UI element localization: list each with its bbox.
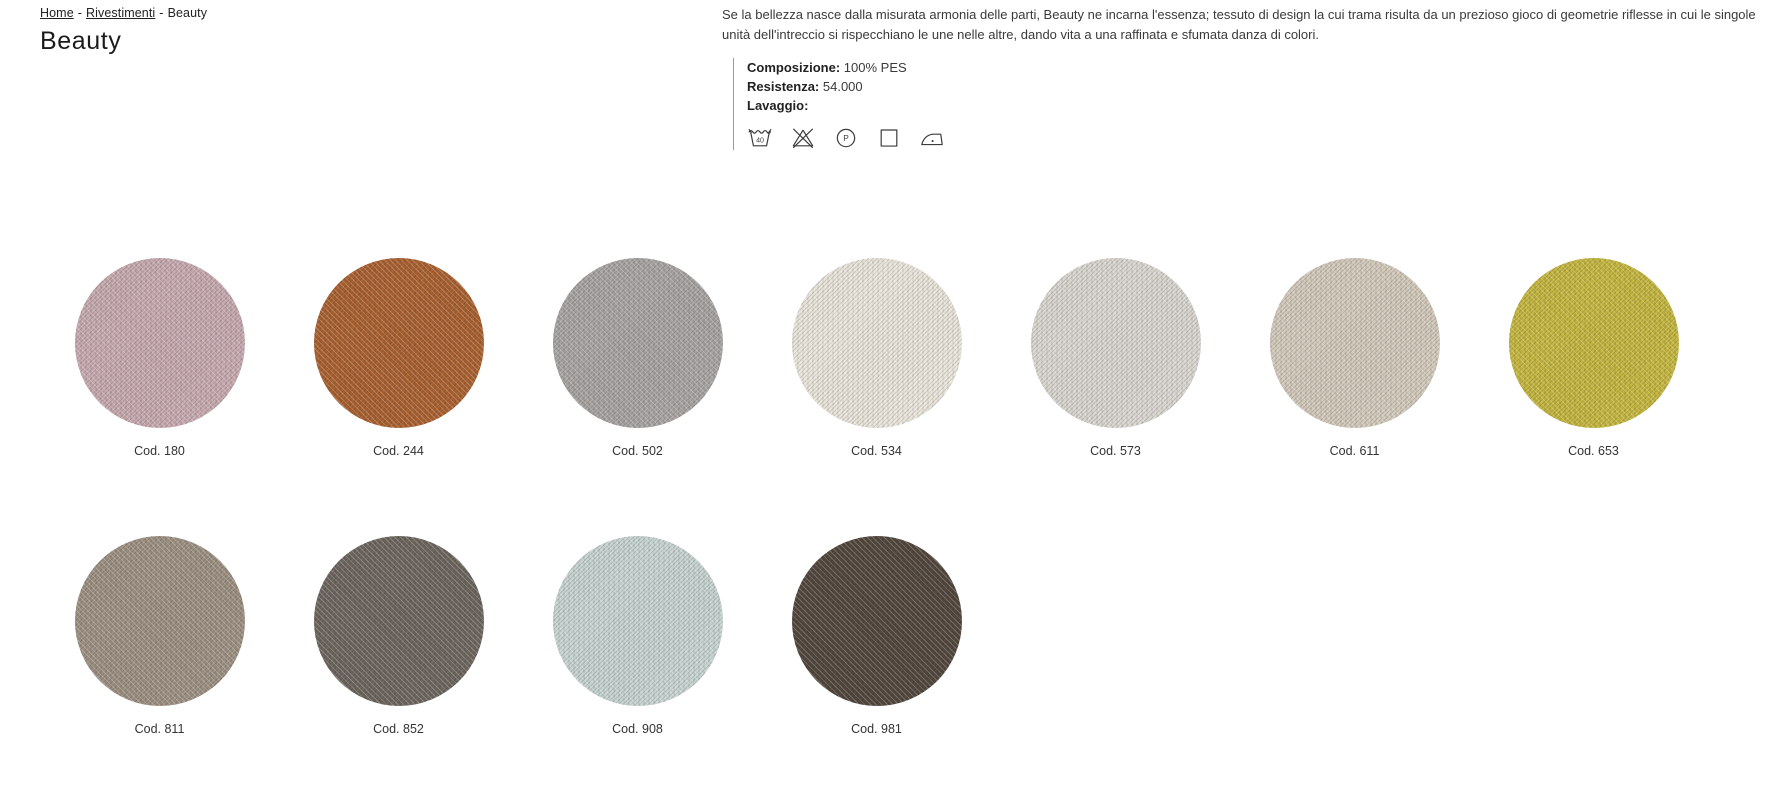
swatch-code-label: Cod. 573 xyxy=(1090,444,1141,458)
composition-label: Composizione: xyxy=(747,60,841,76)
swatch-code-label: Cod. 852 xyxy=(373,722,424,736)
dry-clean-p-icon xyxy=(833,125,859,150)
swatch-code-label: Cod. 611 xyxy=(1329,444,1380,458)
breadcrumb-separator: - xyxy=(77,6,83,20)
washing-label: Lavaggio: xyxy=(747,98,809,114)
product-description: Se la bellezza nasce dalla misurata armonia delle parti, Beauty ne incarna l'essenza; tessuto di design la cui trama risulta da un prezioso gioco di geometrie riflesse in cui le singole unità dell'intreccio si rispecchiano le une nelle altre, dando vita a una raffinata e sfumata danza di colori. xyxy=(722,7,1756,43)
swatch-item xyxy=(996,258,1235,458)
swatch-code-label: Cod. 502 xyxy=(612,444,663,458)
fabric-swatch-image xyxy=(75,258,245,428)
swatch-code-label: Cod. 811 xyxy=(134,722,185,736)
breadcrumb xyxy=(40,6,207,20)
fabric-swatch-image xyxy=(553,258,723,428)
svg-text:P: P xyxy=(843,133,849,144)
specs-panel xyxy=(733,58,1767,150)
do-not-bleach-icon xyxy=(790,125,816,150)
resistance-label: Resistenza: xyxy=(747,79,820,95)
swatch-code-label: Cod. 981 xyxy=(851,722,902,736)
swatch-item xyxy=(279,258,518,458)
swatch-code-label: Cod. 244 xyxy=(373,444,424,458)
fabric-swatch-image xyxy=(1270,258,1440,428)
swatch-item xyxy=(518,258,757,458)
drying-square-icon xyxy=(876,125,902,150)
care-icons-row xyxy=(747,125,1767,150)
breadcrumb-link-rivestimenti[interactable]: Rivestimenti xyxy=(86,6,156,20)
breadcrumb-link-home[interactable]: Home xyxy=(40,6,74,20)
swatch-item xyxy=(1474,258,1713,458)
swatch-code-label: Cod. 908 xyxy=(612,722,663,736)
fabric-swatch-image xyxy=(75,536,245,706)
fabric-swatch-image xyxy=(553,536,723,706)
swatch-item xyxy=(279,536,518,736)
product-info-column xyxy=(722,5,1767,150)
swatch-grid xyxy=(40,258,1713,736)
swatch-item xyxy=(40,258,279,458)
swatch-item xyxy=(40,536,279,736)
header xyxy=(40,6,207,56)
fabric-swatch-image xyxy=(792,536,962,706)
breadcrumb-separator: - xyxy=(159,6,164,20)
resistance-row xyxy=(747,77,1767,96)
swatch-item xyxy=(757,536,996,736)
swatch-item xyxy=(757,258,996,458)
fabric-swatch-image xyxy=(1509,258,1679,428)
swatch-item xyxy=(1235,258,1474,458)
swatch-code-label: Cod. 180 xyxy=(134,444,185,458)
wash-40-icon xyxy=(747,125,773,150)
resistance-value: 54.000 xyxy=(822,79,863,95)
page-title: Beauty xyxy=(40,27,122,55)
washing-row xyxy=(747,96,1767,115)
swatch-code-label: Cod. 534 xyxy=(851,444,902,458)
fabric-swatch-image xyxy=(1031,258,1201,428)
fabric-swatch-image xyxy=(314,536,484,706)
breadcrumb-current: Beauty xyxy=(167,6,208,20)
composition-row xyxy=(747,58,1767,77)
swatch-code-label: Cod. 653 xyxy=(1568,444,1619,458)
fabric-swatch-image xyxy=(314,258,484,428)
iron-low-icon xyxy=(919,125,945,150)
composition-value: 100% PES xyxy=(843,60,907,76)
swatch-item xyxy=(518,536,757,736)
fabric-swatch-image xyxy=(792,258,962,428)
svg-text:40: 40 xyxy=(756,136,764,145)
